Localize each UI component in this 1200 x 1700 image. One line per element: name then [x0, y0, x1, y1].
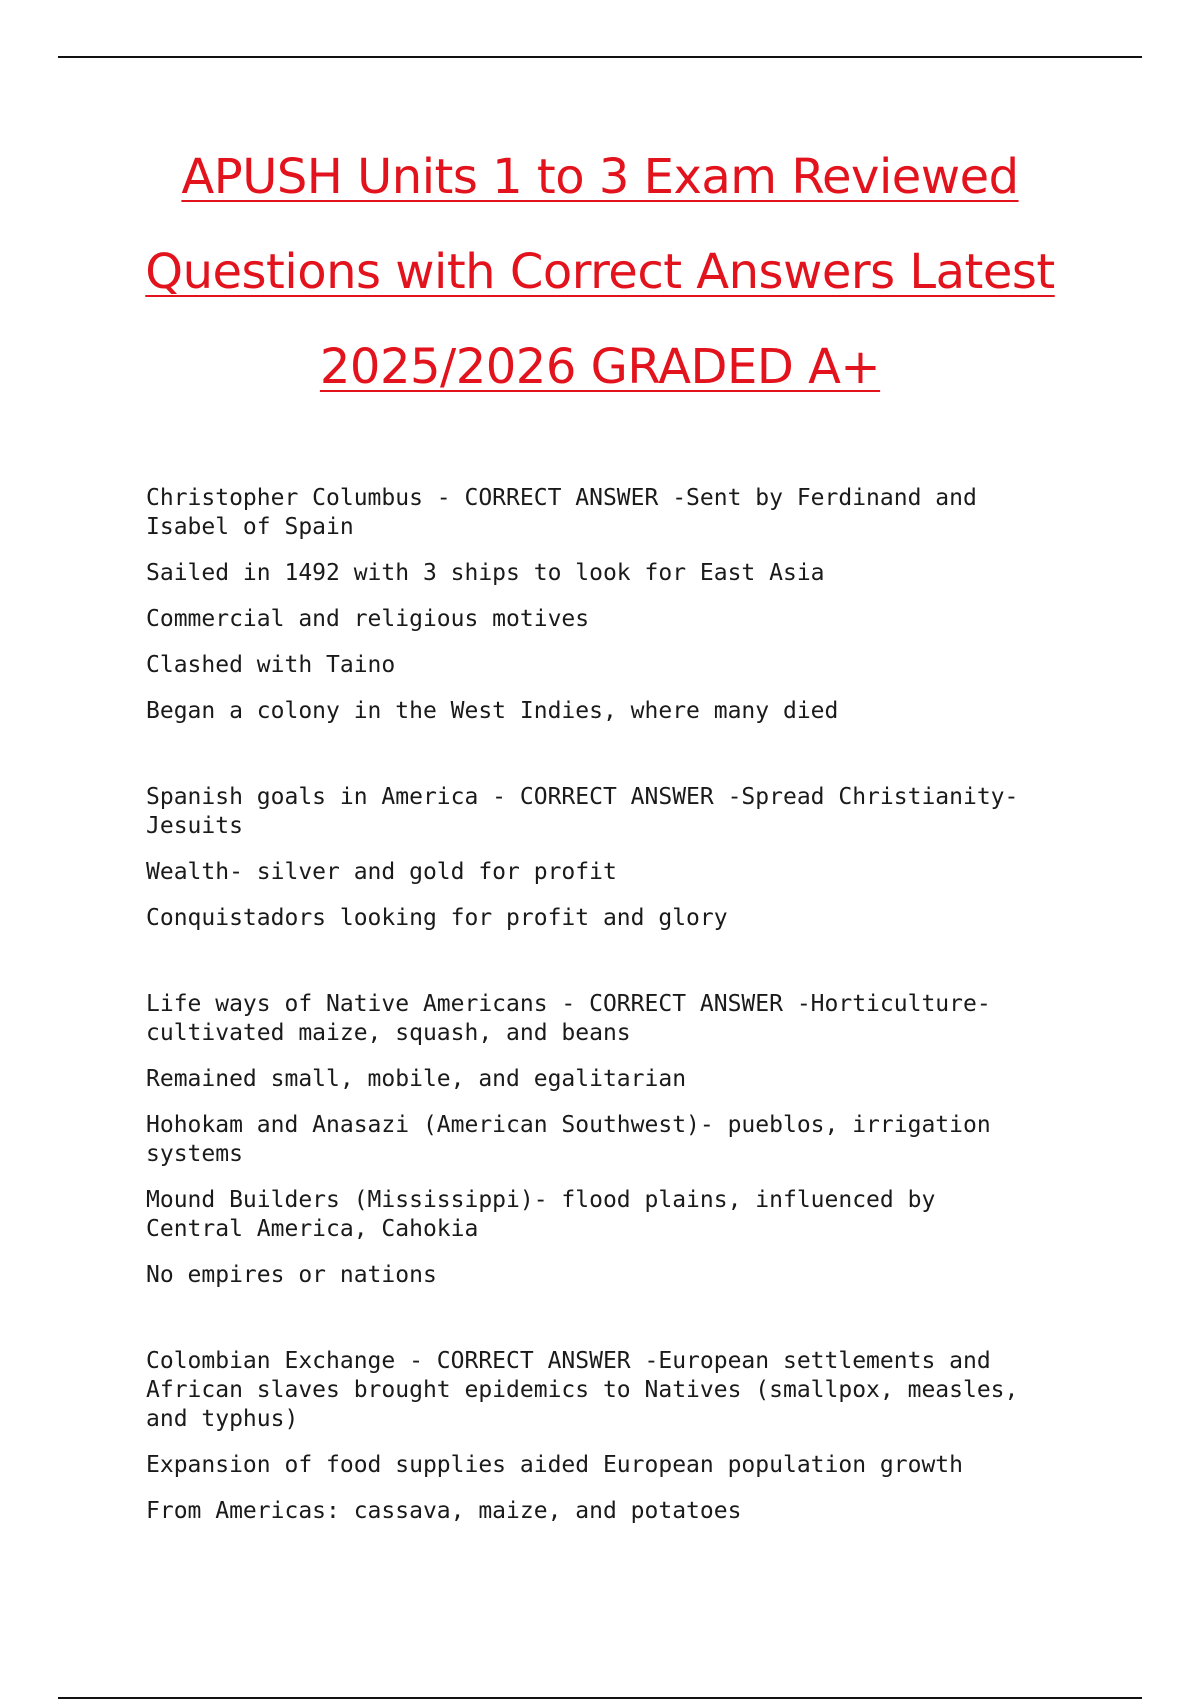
title-line-1: APUSH Units 1 to 3 Exam Reviewed: [181, 149, 1019, 205]
entry-answer-line: No empires or nations: [146, 1262, 437, 1288]
entry-answer-line: From Americas: cassava, maize, and potatoes: [146, 1498, 742, 1524]
entry-question-line: Colombian Exchange - CORRECT ANSWER -European settlements and African slaves brought epidemics to Natives (smallpox, measles, and typhus): [146, 1348, 1033, 1432]
qa-entry-spanish-goals: [146, 783, 1046, 933]
entry-answer-line: Began a colony in the West Indies, where many died: [146, 698, 839, 724]
entry-question-line: Spanish goals in America - CORRECT ANSWER -Spread Christianity- Jesuits: [146, 784, 1033, 839]
title-line-2: Questions with Correct Answers Latest: [145, 244, 1055, 300]
entry-answer-line: Mound Builders (Mississippi)- flood plains, influenced by Central America, Cahokia: [146, 1187, 950, 1242]
qa-entry-columbian-exchange: [146, 1347, 1046, 1526]
entry-question-line: Life ways of Native Americans - CORRECT ANSWER -Horticulture- cultivated maize, squash, and beans: [146, 991, 1005, 1046]
entry-answer-line: Conquistadors looking for profit and glory: [146, 905, 728, 931]
entry-question-line: Christopher Columbus - CORRECT ANSWER -Sent by Ferdinand and Isabel of Spain: [146, 485, 991, 540]
qa-entry-native-americans: [146, 990, 1046, 1290]
entry-answer-line: Expansion of food supplies aided European population growth: [146, 1452, 963, 1478]
entry-answer-line: Sailed in 1492 with 3 ships to look for East Asia: [146, 560, 825, 586]
entry-answer-line: Commercial and religious motives: [146, 606, 590, 632]
document-title: [100, 130, 1100, 415]
entry-answer-line: Clashed with Taino: [146, 652, 396, 678]
entry-answer-line: Remained small, mobile, and egalitarian: [146, 1066, 687, 1092]
qa-content: [146, 484, 1046, 1583]
entry-answer-line: Wealth- silver and gold for profit: [146, 859, 617, 885]
bottom-rule: [58, 1697, 1142, 1699]
entry-answer-line: Hohokam and Anasazi (American Southwest)- pueblos, irrigation systems: [146, 1112, 1005, 1167]
title-line-3: 2025/2026 GRADED A+: [319, 339, 881, 395]
top-rule: [58, 56, 1142, 58]
qa-entry-columbus: [146, 484, 1046, 726]
